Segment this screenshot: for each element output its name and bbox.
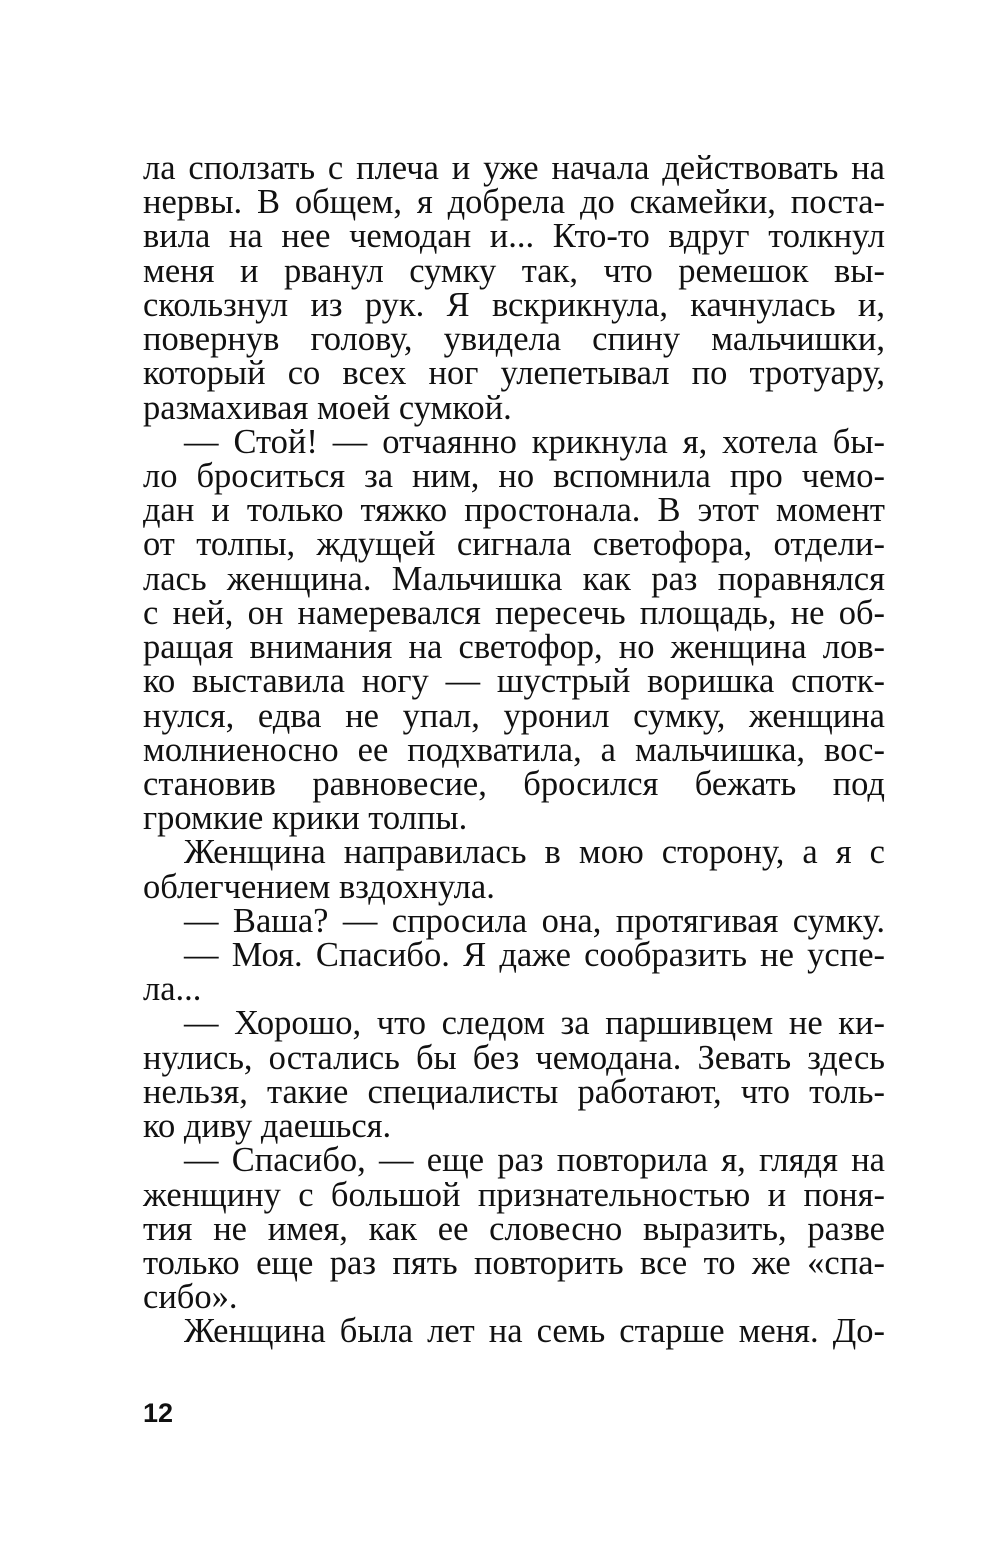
text-line: — Ваша? — спросила она, протягивая сумку.	[184, 901, 885, 940]
text-line: размахивая моей сумкой.	[143, 388, 512, 427]
text-line: Женщина направилась в мою сторону, а я с	[184, 833, 885, 872]
text-line: дан и только тяжко простонала. В этот момент	[143, 491, 885, 530]
text-line: молниеносно ее подхватила, а мальчишка, вос-	[143, 730, 885, 769]
text-line: ко выставила ногу — шустрый воришка спотк-	[143, 662, 885, 701]
text-line: — Стой! — отчаянно крикнула я, хотела бы-	[184, 422, 885, 461]
text-line: только еще раз пять повторить все то же «спа-	[143, 1244, 885, 1282]
text-line: — Хорошо, что следом за паршивцем не ки-	[184, 1004, 885, 1043]
text-line: нельзя, такие специалисты работают, что толь-	[143, 1072, 885, 1111]
text-line: нулись, остались бы без чемодана. Зевать здесь	[143, 1038, 885, 1077]
text-line: громкие крики толпы.	[143, 799, 468, 838]
text-line: женщину с большой признательностью и поня-	[143, 1175, 885, 1214]
text-line: облегчением вздохнула.	[143, 867, 495, 906]
text-line: от толпы, ждущей сигнала светофора, отдели-	[143, 525, 885, 564]
text-line: тия не имея, как ее словесно выразить, разве	[143, 1209, 885, 1248]
text-line: — Моя. Спасибо. Я даже сообразить не успе-	[184, 936, 885, 975]
text-line: нервы. В общем, я добрела до скамейки, поста-	[143, 183, 885, 222]
text-line: который со всех ног улепетывал по тротуару,	[143, 354, 885, 393]
text-line: ла...	[143, 970, 202, 1009]
text-line: меня и рванул сумку так, что ремешок вы-	[143, 251, 885, 290]
text-line: ко диву даешься.	[143, 1107, 392, 1146]
text-line: повернув голову, увидела спину мальчишки,	[143, 320, 885, 359]
text-line: — Спасибо, — еще раз повторила я, глядя на	[184, 1141, 885, 1180]
text-line: скользнул из рук. Я вскрикнула, качнулась и,	[143, 285, 885, 324]
text-line: нулся, едва не упал, уронил сумку, женщина	[143, 696, 885, 735]
text-line: сибо».	[143, 1278, 238, 1317]
text-line: с ней, он намеревался пересечь площадь, не об-	[143, 593, 885, 632]
text-line: ращая внимания на светофор, но женщина лов-	[143, 628, 885, 667]
text-line: ло броситься за ним, но вспомнила про чемо-	[143, 456, 885, 495]
text-line: Женщина была лет на семь старше меня. До-	[184, 1312, 885, 1351]
page-number: 12	[143, 1398, 174, 1428]
text-line: лась женщина. Мальчишка как раз поравнялся	[143, 559, 885, 598]
text-line: ла сползать с плеча и уже начала действовать на	[143, 149, 885, 187]
text-line: вила на нее чемодан и... Кто-то вдруг толкнул	[143, 217, 885, 256]
body-text	[143, 151, 885, 1349]
text-line: становив равновесие, бросился бежать под	[143, 764, 885, 803]
